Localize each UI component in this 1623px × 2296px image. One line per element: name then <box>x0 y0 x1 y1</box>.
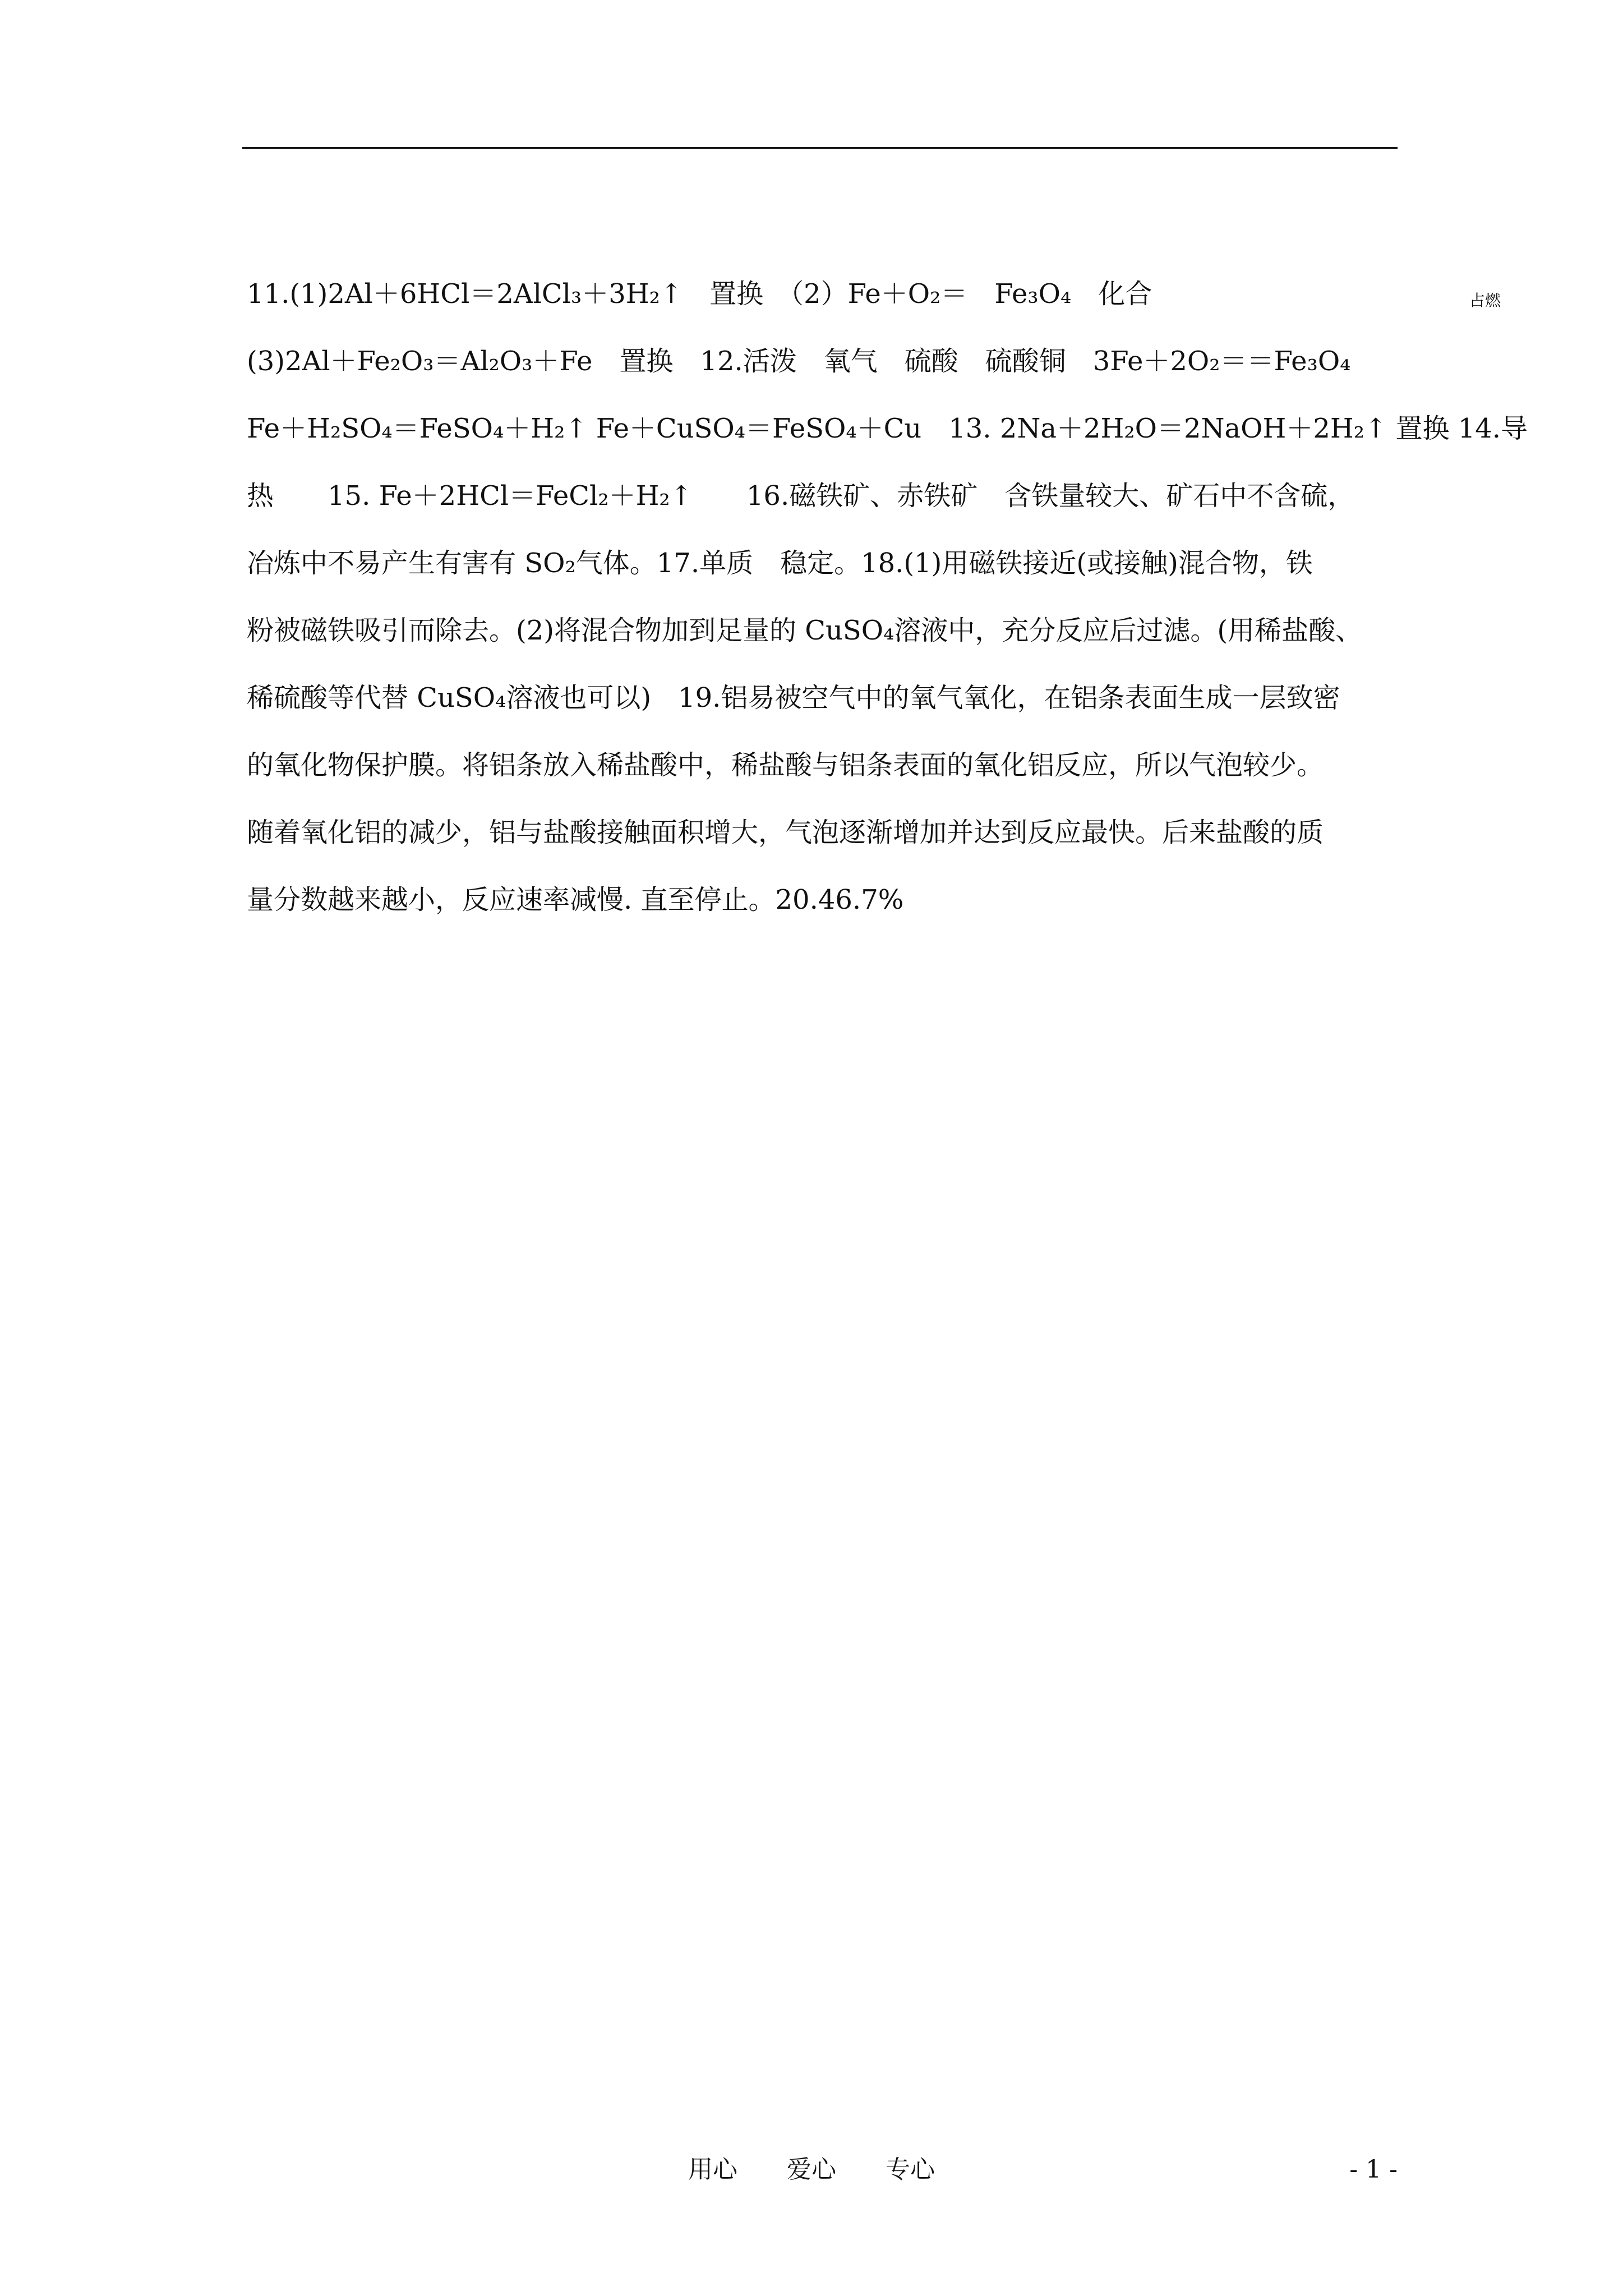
answer-line-1-text: 11.(1)2Al＋6HCl＝2AlCl₃＋3H₂↑ 置换 （2）Fe＋O₂＝ Fe₃O₄ 化合 <box>247 278 1152 310</box>
answer-line-10 <box>247 880 1398 947</box>
answer-line-3-text: Fe＋H₂SO₄＝FeSO₄＋H₂↑ Fe＋CuSO₄＝FeSO₄＋Cu 13. 2Na＋2H₂O＝2NaOH＋2H₂↑ 置换 14.导 <box>247 413 1528 444</box>
answer-line-3 <box>247 408 1528 476</box>
answer-line-9-text: 随着氧化铝的减少，铝与盐酸接触面积增大，气泡逐渐增加并达到反应最快。后来盐酸的质 <box>247 817 1324 848</box>
answer-line-5 <box>247 543 1398 610</box>
answer-line-6 <box>247 610 1398 678</box>
answer-line-7 <box>247 678 1398 745</box>
answer-line-8 <box>247 745 1398 812</box>
answer-line-1 <box>247 274 1398 341</box>
answer-line-6-text: 粉被磁铁吸引而除去。(2)将混合物加到足量的 CuSO₄溶液中，充分反应后过滤。(用稀盐酸、 <box>247 615 1363 646</box>
answer-line-10-text: 量分数越来越小，反应速率减慢. 直至停止。20.46.7% <box>247 884 904 915</box>
footer-motto: 用心 爱心 专心 <box>688 2155 935 2184</box>
reaction-condition-mark: 占燃 <box>1469 291 1501 310</box>
answer-line-9 <box>247 812 1398 880</box>
answer-line-7-text: 稀硫酸等代替 CuSO₄溶液也可以) 19.铝易被空气中的氧气氧化，在铝条表面生成一层致密 <box>247 682 1340 714</box>
answer-line-4-text: 热 15. Fe＋2HCl＝FeCl₂＋H₂↑ 16.磁铁矿、赤铁矿 含铁量较大、矿石中不含硫， <box>247 480 1355 512</box>
answer-text-block <box>247 274 1528 947</box>
header-rule <box>242 147 1398 149</box>
page-number: - 1 - <box>1349 2155 1398 2184</box>
answer-line-5-text: 冶炼中不易产生有害有 SO₂气体。17.单质 稳定。18.(1)用磁铁接近(或接触)混合物，铁 <box>247 547 1313 579</box>
answer-line-8-text: 的氧化物保护膜。将铝条放入稀盐酸中，稀盐酸与铝条表面的氧化铝反应，所以气泡较少。 <box>247 749 1324 781</box>
answer-line-4 <box>247 476 1398 543</box>
answer-line-2-text: (3)2Al＋Fe₂O₃＝Al₂O₃＋Fe 置换 12.活泼 氧气 硫酸 硫酸铜 3Fe＋2O₂＝＝Fe₃O₄ <box>247 346 1351 377</box>
